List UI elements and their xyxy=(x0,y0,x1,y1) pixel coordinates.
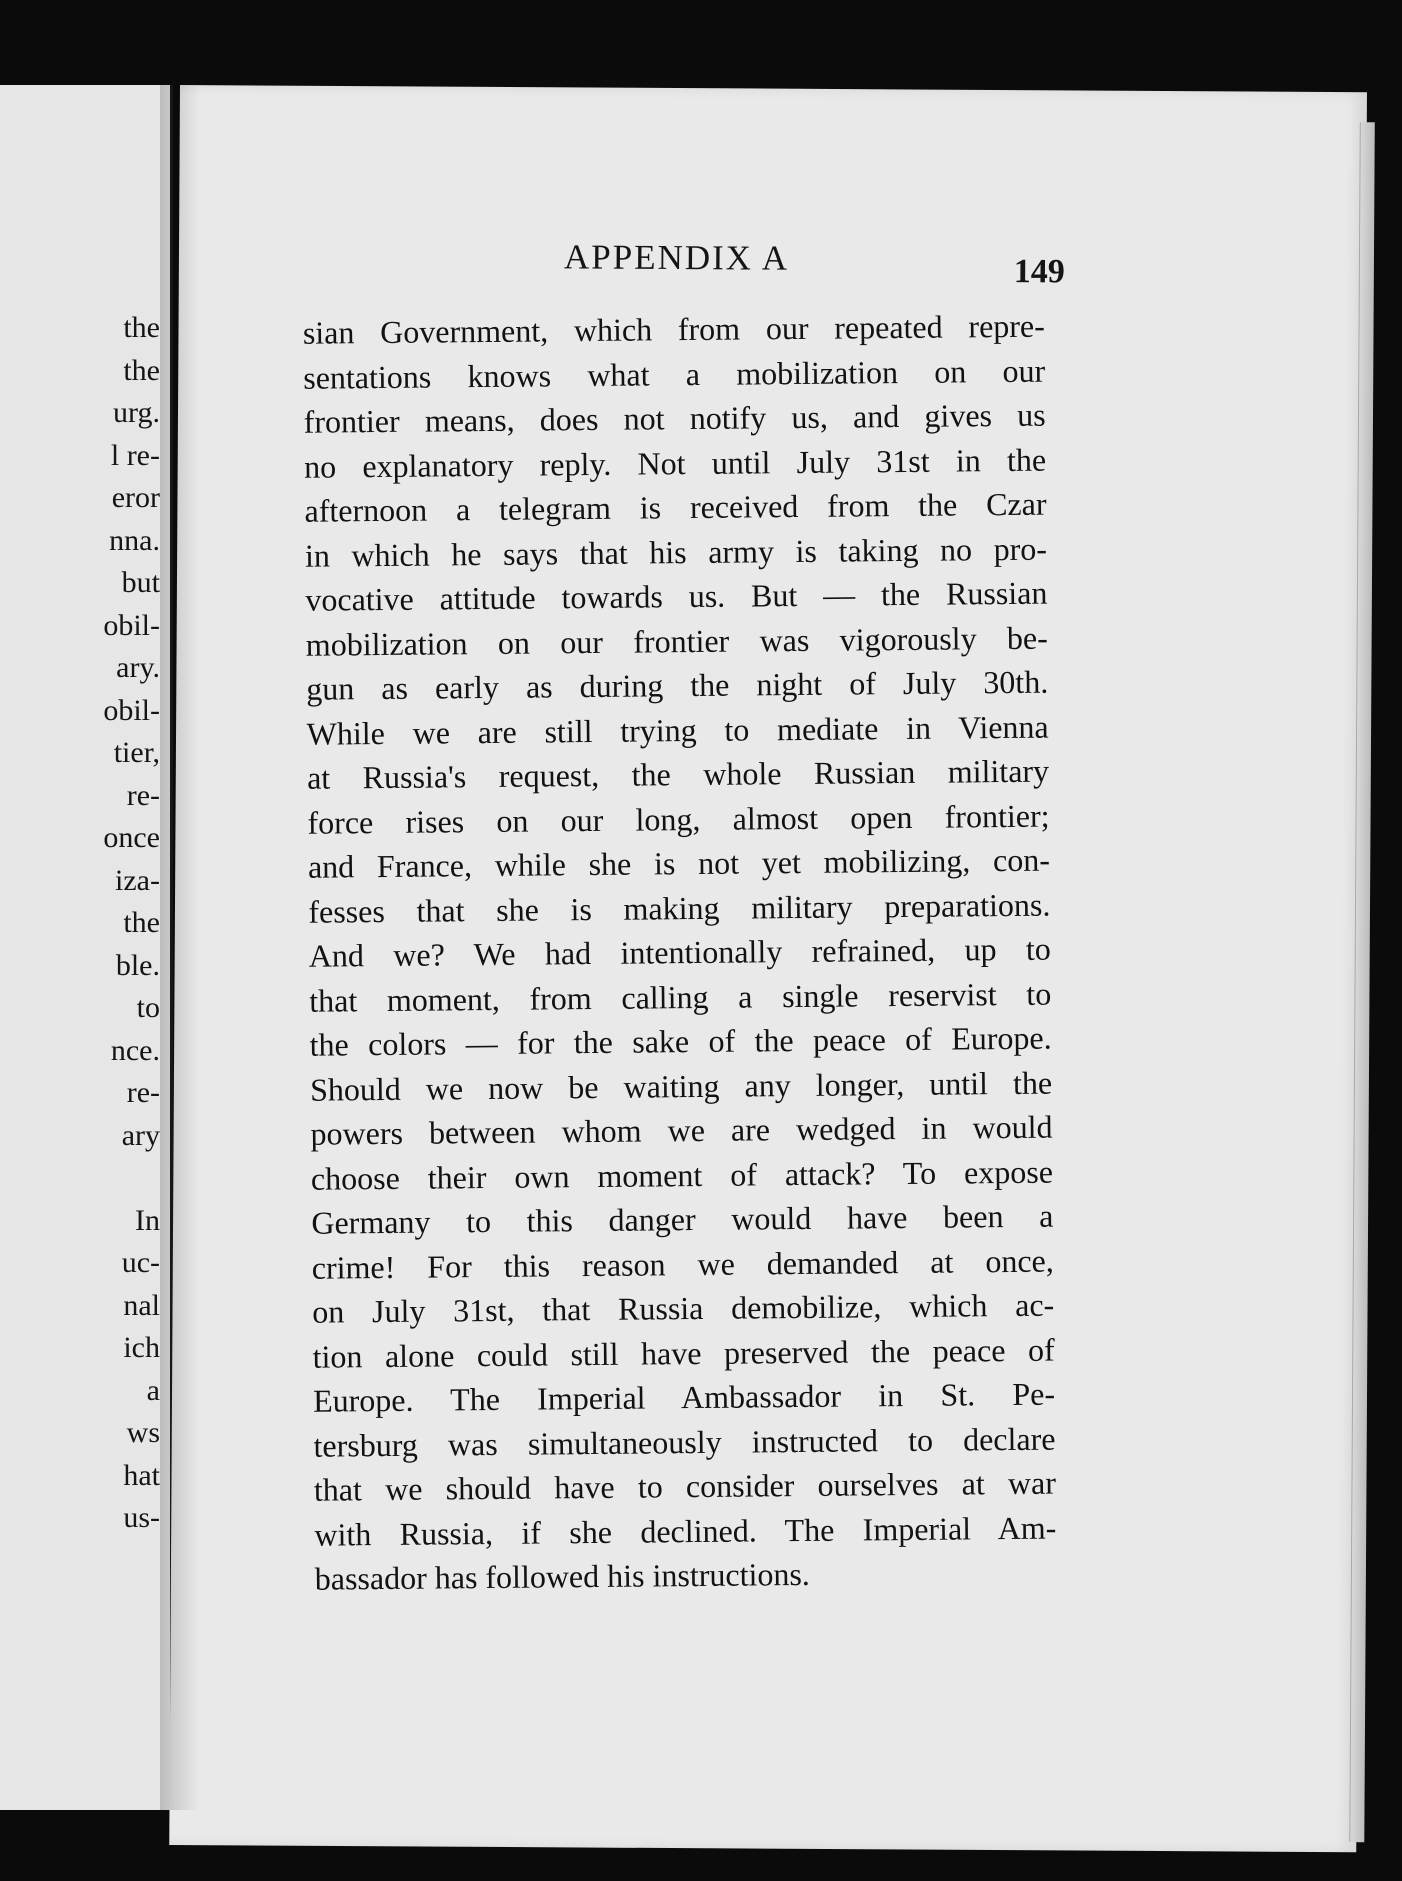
text-line: frontier means, does not notify us, and gives us xyxy=(303,396,1046,440)
book-gutter xyxy=(160,85,200,1810)
page-edge xyxy=(1349,122,1375,1842)
left-page-text-fragments xyxy=(103,307,160,1540)
text-line: with Russia, if she declined. The Imperial Am- xyxy=(314,1509,1057,1553)
left-page-line-fragment: ws xyxy=(126,1416,160,1449)
left-page-line-fragment: l re- xyxy=(110,438,160,472)
text-line: in which he says that his army is taking no pro- xyxy=(304,530,1048,574)
left-page-line-fragment xyxy=(103,1157,160,1200)
left-page-line-fragment: the xyxy=(123,311,160,344)
left-page-line-fragment: ich xyxy=(123,1331,160,1364)
text-line: crime! For this reason we demanded at once, xyxy=(311,1242,1054,1286)
text-line: no explanatory reply. Not until July 31st in the xyxy=(303,441,1047,485)
text-line: that we should have to consider ourselves at war xyxy=(313,1464,1057,1508)
running-head: APPENDIX A xyxy=(563,237,790,278)
right-page xyxy=(169,85,1367,1852)
text-line: tersburg was simultaneously instructed to declare xyxy=(313,1420,1056,1464)
text-line: vocative attitude towards us. But — the Russian xyxy=(305,574,1048,618)
left-page-line-fragment: eror xyxy=(111,481,160,514)
text-line: afternoon a telegram is received from the Czar xyxy=(304,485,1047,529)
text-line: on July 31st, that Russia demobilize, which ac- xyxy=(312,1286,1055,1330)
text-line: fesses that she is making military preparations. xyxy=(308,886,1051,930)
left-page-line-fragment: ary. xyxy=(116,651,160,684)
text-line: While we are still trying to mediate in Vienna xyxy=(306,708,1049,752)
text-line: sentations knows what a mobilization on our xyxy=(303,352,1046,396)
text-line: Germany to this danger would have been a xyxy=(311,1197,1054,1241)
left-page-line-fragment: us- xyxy=(123,1501,160,1534)
left-page-line-fragment: the xyxy=(123,353,160,387)
text-line: gun as early as during the night of July 30th. xyxy=(306,663,1049,707)
body-text xyxy=(303,304,1057,1602)
text-line: Should we now be waiting any longer, until the xyxy=(309,1064,1053,1108)
text-line: that moment, from calling a single reservist to xyxy=(309,975,1052,1019)
text-line: Europe. The Imperial Ambassador in St. Pe- xyxy=(312,1375,1056,1419)
text-line: And we? We had intentionally refrained, up to xyxy=(308,930,1051,974)
left-page-line-fragment: uc- xyxy=(121,1246,160,1279)
text-line: sian Government, which from our repeated repre- xyxy=(302,307,1045,351)
left-page-line-fragment: ary xyxy=(121,1118,160,1152)
left-page-line-fragment: a xyxy=(146,1373,160,1407)
left-page-line-fragment: once xyxy=(103,821,160,854)
text-line: powers between whom we are wedged in would xyxy=(310,1108,1053,1152)
text-line: mobilization on our frontier was vigorously be- xyxy=(305,619,1048,663)
left-page-line-fragment: nna. xyxy=(109,523,160,557)
left-page-line-fragment: iza- xyxy=(115,863,160,897)
text-line: bassador has followed his instructions. xyxy=(314,1555,810,1597)
left-page-line-fragment: re- xyxy=(126,1076,160,1109)
left-page-line-fragment: obil- xyxy=(103,608,160,642)
left-page-line-fragment: obil- xyxy=(103,693,160,727)
text-line: and France, while she is not yet mobilizing, con- xyxy=(307,841,1051,885)
left-page-line-fragment: urg. xyxy=(113,396,160,429)
left-page-line-fragment: re- xyxy=(126,778,160,812)
left-page-line-fragment: ble. xyxy=(115,948,160,982)
left-page xyxy=(0,85,173,1810)
left-page-line-fragment: hat xyxy=(123,1458,160,1492)
text-line: force rises on our long, almost open frontier; xyxy=(307,797,1050,841)
left-page-line-fragment: but xyxy=(121,566,160,599)
left-page-line-fragment: In xyxy=(135,1203,160,1237)
left-page-line-fragment: nal xyxy=(123,1288,160,1322)
left-page-line-fragment: to xyxy=(136,991,160,1024)
text-line: at Russia's request, the whole Russian military xyxy=(306,752,1050,796)
text-line: choose their own moment of attack? To expose xyxy=(310,1153,1054,1197)
left-page-line-fragment: the xyxy=(123,906,160,939)
left-page-line-fragment: tier, xyxy=(113,736,160,769)
left-page-line-fragment: nce. xyxy=(110,1033,160,1067)
text-line: the colors — for the sake of the peace of Europe. xyxy=(309,1019,1052,1063)
page-number: 149 xyxy=(1013,253,1065,291)
text-line: tion alone could still have preserved the peace of xyxy=(312,1331,1055,1375)
